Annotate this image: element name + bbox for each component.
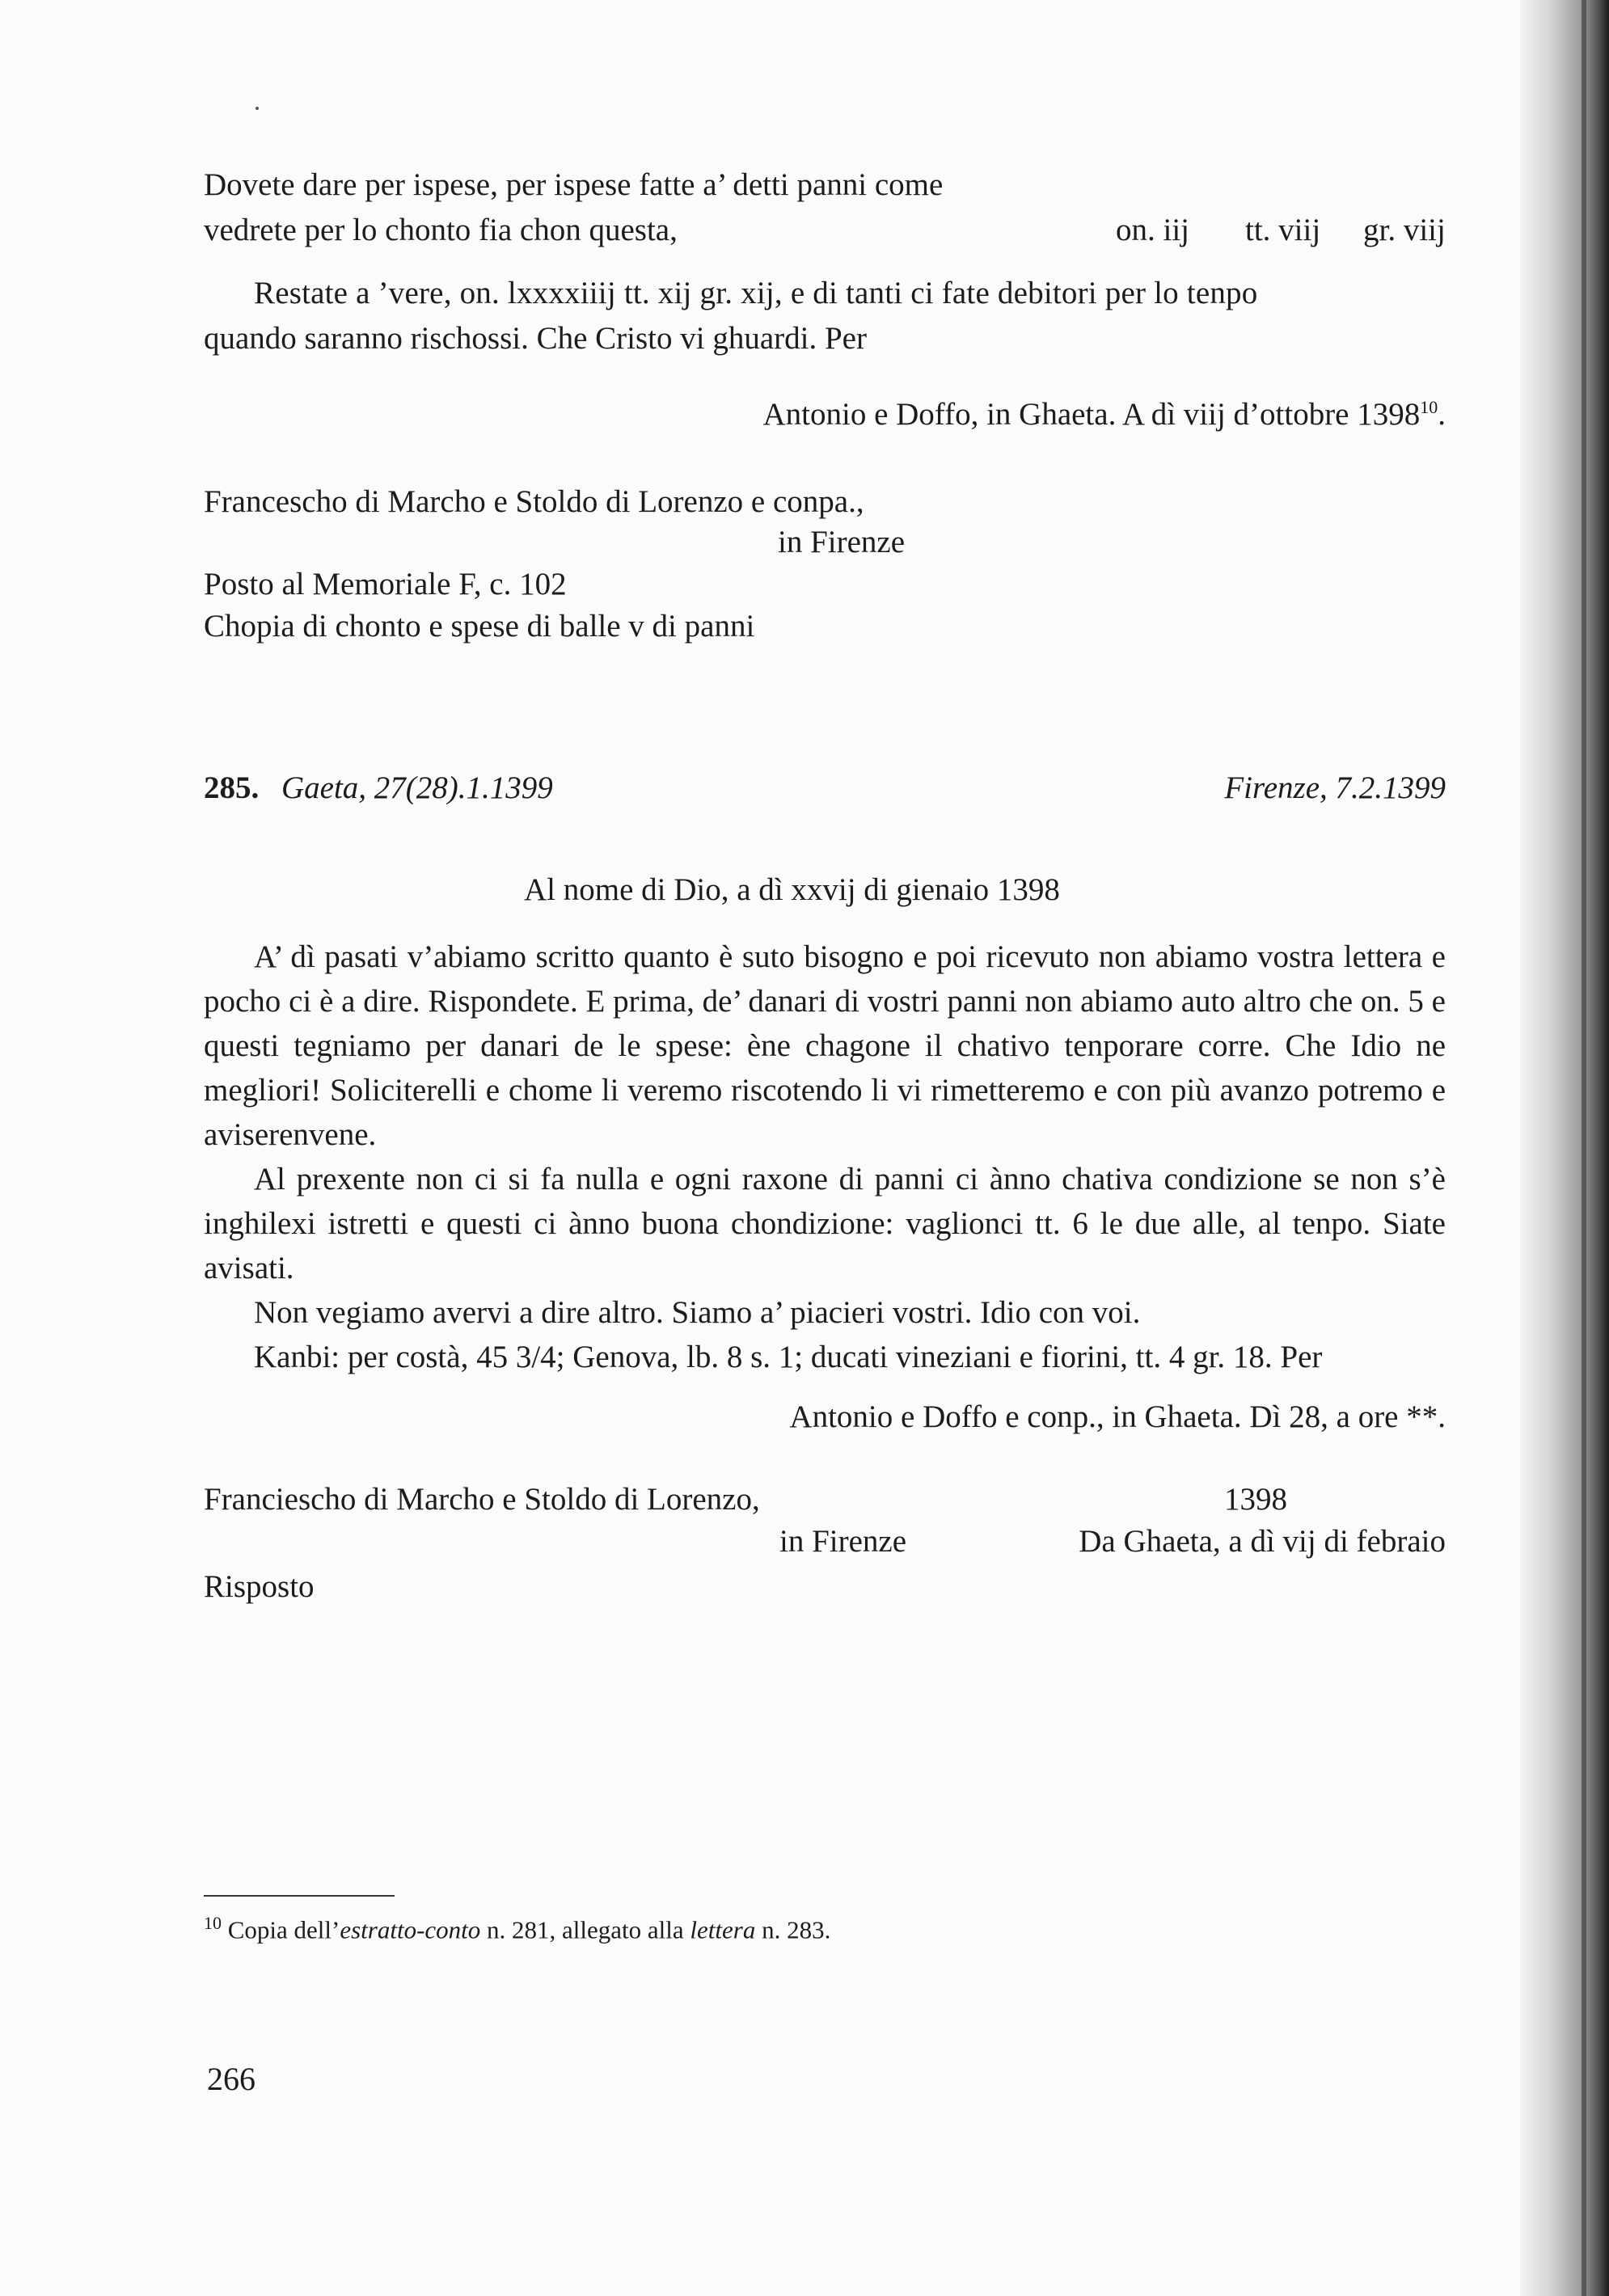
p1-line1: Dovete dare per ispese, per ispese fatte a’ detti panni come: [204, 167, 944, 202]
footnote: [204, 1913, 830, 1944]
footnote-lettera: lettera: [690, 1915, 756, 1944]
address1-line1: Francescho di Marcho e Stoldo di Lorenzo e conpa.,: [204, 484, 864, 519]
letter-para1: A’ dì pasati v’abiamo scritto quanto è suto bisogno e poi ricevuto non abiamo vostra lettera e pocho ci è a dire. Rispondete. E prima, de’ danari di vostri panni non abiamo auto altro che on. 5 e questi tegniamo per danari de le spese: ène chagone il chativo tenporare corre. Che Idio ne megliori! Soliciterelli e chome li veremo riscotendo li vi rimetteremo e con più avanzo potremo e aviserenvene.: [204, 939, 1446, 1152]
letter-risposto: Risposto: [204, 1569, 315, 1604]
letter-para4: Kanbi: per costà, 45 3/4; Genova, lb. 8 s. 1; ducati vineziani e fiorini, tt. 4 gr. 18. Per: [254, 1340, 1323, 1374]
letter-signature: Antonio e Doffo e conp., in Ghaeta. Dì 28, a ore **.: [789, 1399, 1446, 1434]
footnote-rule: [204, 1895, 395, 1897]
note-memoriale: Posto al Memoriale F, c. 102: [204, 567, 567, 601]
footnote-post: n. 283.: [755, 1915, 831, 1944]
letter-address-year: 1398: [1224, 1482, 1287, 1517]
p2-line2: quando saranno rischossi. Che Cristo vi ghuardi. Per: [204, 321, 867, 356]
p2-signature: Antonio e Doffo, in Ghaeta. A dì viij d’ottobre 1398$^{10}$.: [762, 397, 1446, 432]
p2-signature-text: Antonio e Doffo, in Ghaeta. A dì viij d’ottobre 1398: [762, 397, 1421, 432]
p1-amount-tt: tt. viij: [1245, 213, 1321, 247]
letter-destination: Firenze, 7.2.1399: [1224, 770, 1446, 805]
page-number: 266: [207, 2061, 255, 2097]
letter-para2: Al prexente non ci si fa nulla e ogni raxone di panni ci ànno chativa condizione se non s’è inghilexi istretti e questi ci ànno buona chondizione: vaglionci tt. 6 le due alle, al tenpo. Siate avisati.: [204, 1162, 1446, 1285]
letter-address-name: Franciescho di Marcho e Stoldo di Lorenzo,: [204, 1482, 760, 1517]
letter-address-line1: [204, 1481, 1446, 1517]
footnote-estratto: estratto-conto: [340, 1915, 481, 1944]
p1-amount-gr: gr. viij: [1363, 213, 1446, 247]
spine-edge: [1582, 0, 1586, 2296]
speck: [255, 107, 259, 110]
p2-line1: Restate a ’vere, on. lxxxxiiij tt. xij gr. xij, e di tanti ci fate debitori per lo tenpo: [254, 276, 1258, 310]
letter-origin: Gaeta, 27(28).1.1399: [281, 770, 553, 805]
letter-number: 285.: [204, 770, 260, 805]
letter-heading: Al nome di Dio, a dì xxvij di gienaio 1398: [524, 872, 1060, 907]
letter-para3: Non vegiamo avervi a dire altro. Siamo a’ piacieri vostri. Idio con voi.: [254, 1295, 1141, 1330]
address1-line2: in Firenze: [778, 525, 906, 559]
footnote-mid: n. 281, allegato alla: [480, 1915, 690, 1944]
book-spine: [1520, 0, 1609, 2296]
letter-address-city: in Firenze: [779, 1524, 907, 1559]
footnote-ref-10: 10: [1420, 397, 1438, 417]
note-chopia: Chopia di chonto e spese di balle v di panni: [204, 609, 755, 644]
letter-received-note: Da Ghaeta, a dì vij di febraio: [1079, 1524, 1446, 1559]
p1-amount-on: on. iij: [1116, 213, 1190, 247]
footnote-pre: Copia dell’: [222, 1915, 340, 1944]
p1-line2-text: vedrete per lo chonto fia chon questa,: [204, 213, 678, 247]
p1-line2: [204, 212, 1446, 248]
letter-285-header: [204, 770, 1446, 806]
footnote-number: 10: [204, 1913, 222, 1933]
